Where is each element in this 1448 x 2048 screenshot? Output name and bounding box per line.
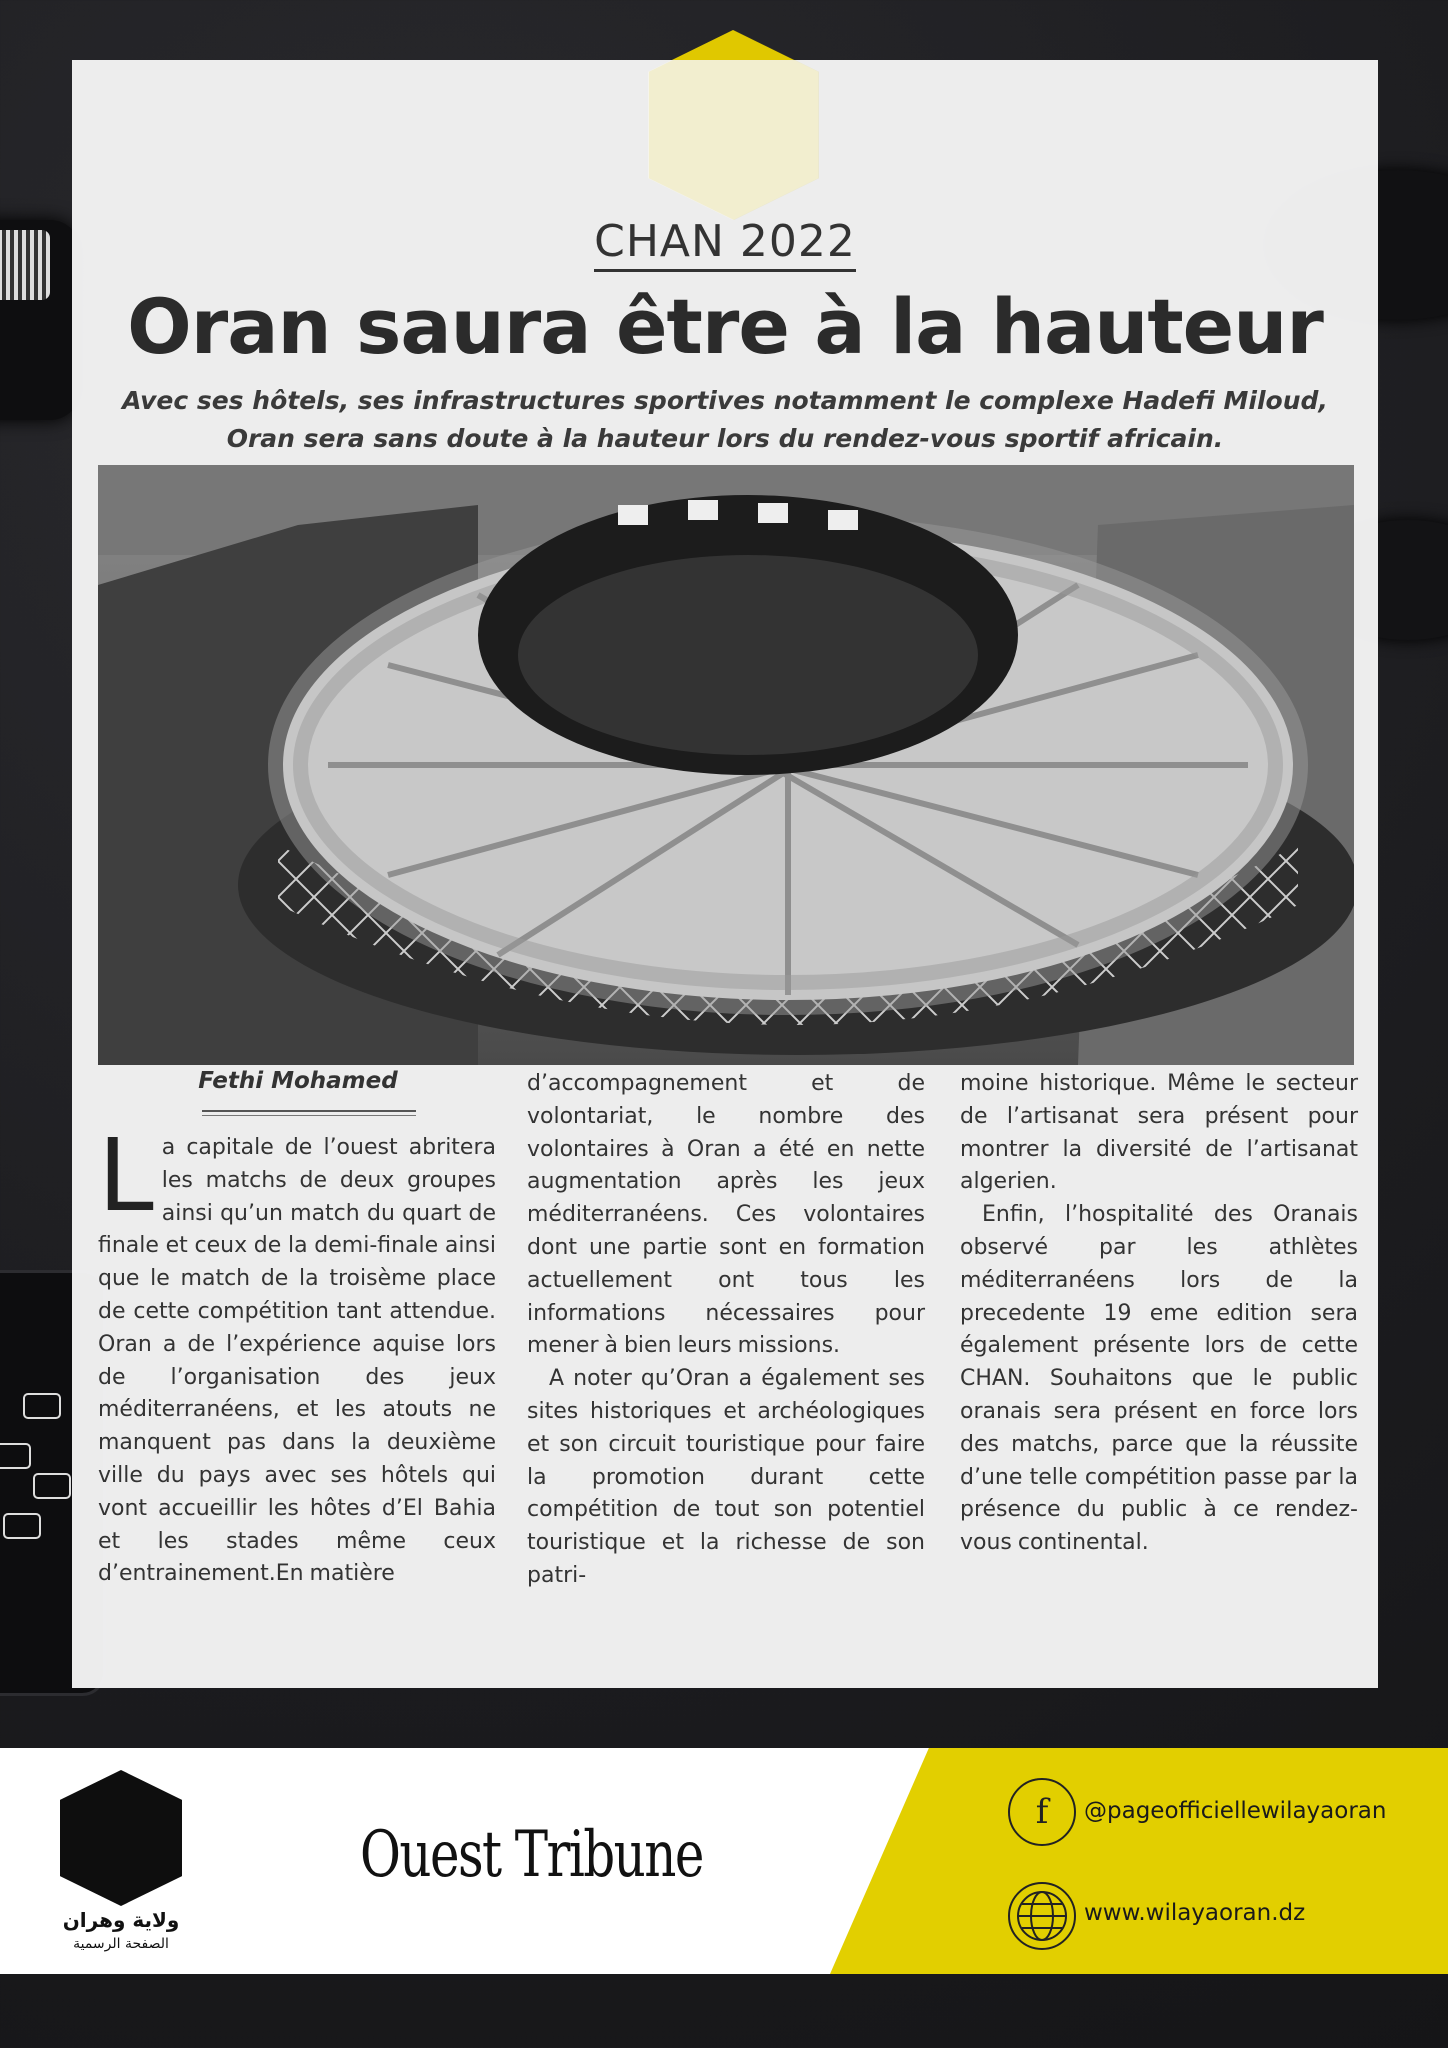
article-column-2 [527,1068,925,1593]
article-column-1 [98,1117,496,1591]
column-3-paragraph-1: moine historique. Même le secteur de l’artisanat sera présent pour montrer la diversité de l’artisanat algerien. [960,1071,1358,1195]
column-2-paragraph-2: A noter qu’Oran a également ses sites historiques et archéologiques et son circuit touristique pour faire la promotion durant cette compétition de tout son potentiel touristique et la richesse de son patri- [527,1366,925,1588]
background-camera-lens [0,230,50,300]
logo-arabic-subtitle: الصفحة الرسمية [73,1936,169,1952]
facebook-handle-link[interactable]: @pageofficiellewilayaoran [1084,1798,1387,1824]
brand-name: Ouest Tribune [360,1818,703,1892]
column-3-paragraph-2: Enfin, l’hospitalité des Oranais observé par les athlètes méditerranéens lors de la precedente 19 eme edition sera également présente lors de cette CHAN. Souhaitons que le public oranais sera présent en force lors des matchs, parce que la réussite d’une telle compétition passe par la présence du public à ce rendez-vous continental. [960,1202,1358,1556]
drop-cap: L [98,1117,154,1234]
footer-accent-panel [830,1748,1448,1974]
article-column-3 [960,1068,1358,1560]
logo-arabic-title: ولاية وهران [62,1908,180,1932]
column-2-paragraph-1: d’accompagnement et de volontariat, le nombre des volontaires à Oran a été en nette augmentation après les jeux méditerranéens. Ces volontaires dont une partie sont en formation actuellement ont tous les informations nécessaires pour mener à bien leurs missions. [527,1071,925,1359]
facebook-icon: f [1008,1778,1076,1846]
article-headline: Oran saura être à la hauteur [127,282,1323,371]
newspaper-clipping [72,60,1378,1688]
article-kicker: CHAN 2022 [72,216,1378,267]
column-1-text: a capitale de l’ouest abritera les matchs de deux groupes ainsi qu’un match du quart de finale et ceux de la demi-finale ainsi que le match de la troisème place de cette compétition tant attendue. Oran a de l’expérience aquise lors de l’organisation des jeux méditerranéens, et les atouts ne manquent pas dans la deuxième ville du pays avec ses hôtels qui vont accueillir les hôtes d’El Bahia et les stades même ceux d’entrainement.En matière [98,1135,496,1587]
byline-divider [202,1110,416,1116]
article-byline: Fethi Mohamed [198,1068,398,1094]
website-link[interactable]: www.wilayaoran.dz [1084,1900,1306,1926]
stadium-photo [98,465,1354,1065]
article-standfirst: Avec ses hôtels, ses infrastructures sportives notamment le complexe Hadefi Miloud, Oran sera sans doute à la hauteur lors du rendez-vous sportif africain. [122,386,1328,453]
logo-watermark [649,30,819,220]
globe-icon [1008,1882,1076,1950]
footer-banner [0,1748,1448,1974]
wilaya-oran-logo [60,1770,182,1906]
